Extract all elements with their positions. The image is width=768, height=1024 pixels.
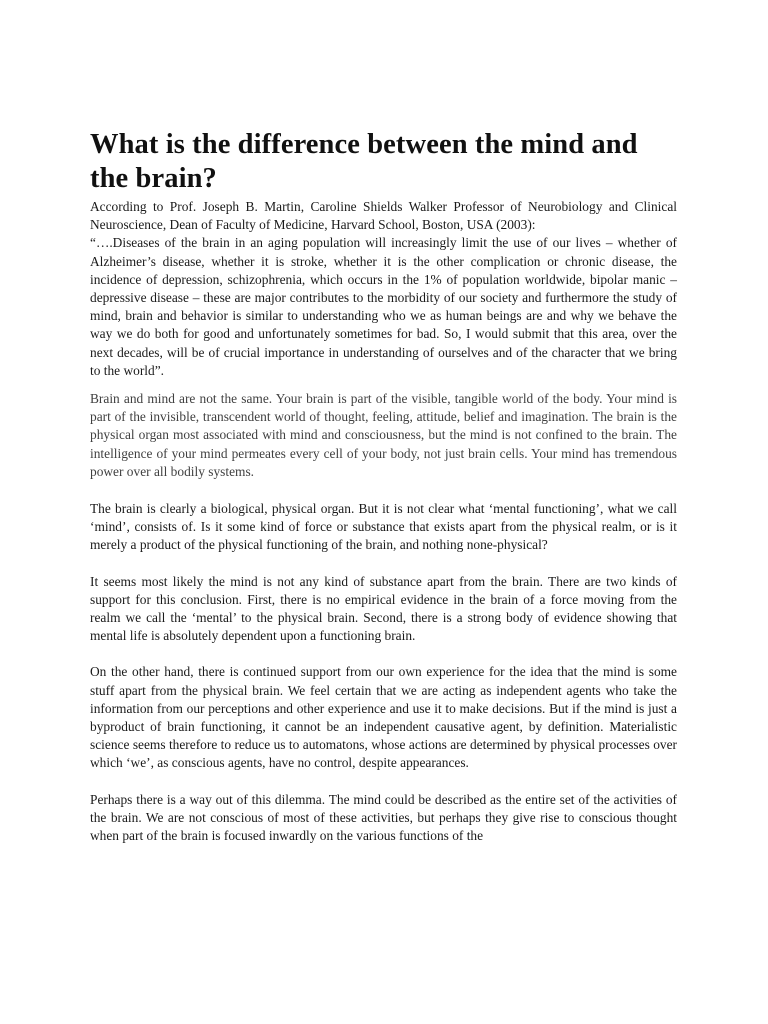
body-paragraph-1: The brain is clearly a biological, physical organ. But it is not clear what ‘mental functioning’, what we call ‘mind’, consists of. Is it some kind of force or substance that exists apart from the physical realm, or is it merely a product of the physical functioning of the brain, and nothing none-physical? — [90, 501, 677, 553]
grey-paragraph: Brain and mind are not the same. Your brain is part of the visible, tangible world of the body. Your mind is part of the invisible, transcendent world of thought, feeling, attitude, belief and imagination. The brain is the physical organ most associated with mind and consciousness, but the mind is not confined to the brain. The intelligence of your mind permeates every cell of your body, not just brain cells. Your mind has tremendous power over all bodily systems. — [90, 391, 677, 479]
body-paragraph-3: On the other hand, there is continued support from our own experience for the idea that the mind is some stuff apart from the physical brain. We feel certain that we are acting as independent agents who take the information from our perceptions and other experience and use it to make decisions. But if the mind is just a byproduct of brain functioning, it cannot be an independent causative agent, by definition. Materialistic science seems therefore to reduce us to automatons, whose actions are determined by physical processes over which ‘we’, as conscious agents, have no control, despite appearances. — [90, 664, 677, 771]
article-title: What is the difference between the mind and the brain? — [90, 129, 638, 194]
body-paragraph-2: It seems most likely the mind is not any kind of substance apart from the brain. There are two kinds of support for this conclusion. First, there is no empirical evidence in the brain of a force moving from the realm we call the ‘mental’ to the physical brain. Second, there is a strong body of evidence showing that mental life is absolutely dependent upon a functioning brain. — [90, 573, 677, 644]
quote-paragraph: “….Diseases of the brain in an aging population will increasingly limit the use of our lives – whether of Alzheimer’s disease, whether it is stroke, whether it is the other complication or chronic disease, the incidence of depression, schizophrenia, which occurs in the 1% of population worldwide, bipolar manic – depressive disease – these are major contributes to the morbidity of our society and furthermore the study of mind, brain and behavior is similar to understanding who we as human beings are and why we behave the way we do both for good and unfortunately sometimes for bad. So, I would submit that this area, over the next decades, will be of crucial importance in understanding of ourselves and of the character that we bring to the world”. — [90, 235, 677, 378]
document-page — [90, 128, 677, 845]
intro-paragraph: According to Prof. Joseph B. Martin, Caroline Shields Walker Professor of Neurobiology and Clinical Neuroscience, Dean of Faculty of Medicine, Harvard School, Boston, USA (2003): — [90, 199, 677, 233]
body-paragraph-4: Perhaps there is a way out of this dilemma. The mind could be described as the entire set of the activities of the brain. We are not conscious of most of these activities, but perhaps they give rise to conscious thought when part of the brain is focused inwardly on the various functions of the — [90, 791, 677, 844]
